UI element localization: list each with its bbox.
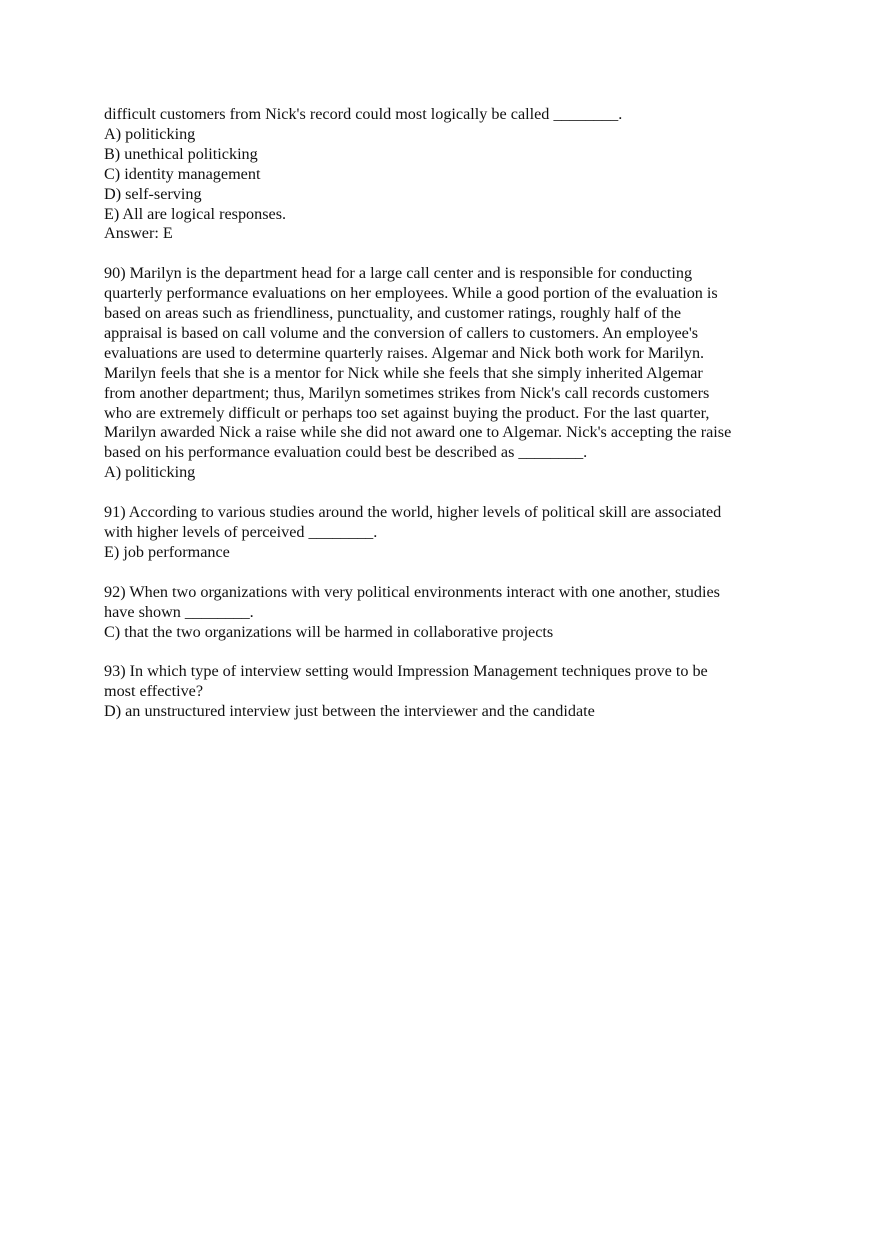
question-text: from another department; thus, Marilyn sometimes strikes from Nick's call records customers [104,383,710,402]
question-text: who are extremely difficult or perhaps too set against buying the product. For the last quarter, [104,403,710,422]
answer-option-a: A) politicking [104,124,196,143]
answer-key: Answer: E [104,224,173,243]
question-text: Marilyn feels that she is a mentor for Nick while she feels that she simply inherited Algemar [104,363,703,382]
question-91 [104,503,820,563]
question-text: based on areas such as friendliness, punctuality, and customer ratings, roughly half of the [104,304,682,323]
question-text: 92) When two organizations with very political environments interact with one another, studies [104,582,720,601]
question-89-continuation [104,105,820,244]
question-text: appraisal is based on call volume and the conversion of callers to customers. An employee's [104,323,699,342]
answer-option-b: B) unethical politicking [104,144,258,163]
answer-text: D) an unstructured interview just between the interviewer and the candidate [104,702,595,721]
answer-option-c: C) identity management [104,164,261,183]
answer-text: E) job performance [104,542,230,561]
question-93 [104,662,820,722]
question-text: 91) According to various studies around the world, higher levels of political skill are associated [104,503,722,522]
question-90 [104,264,820,483]
answer-option-d: D) self-serving [104,184,202,203]
question-text: based on his performance evaluation could best be described as ________. [104,443,588,462]
question-text: with higher levels of perceived ________. [104,523,378,541]
question-text: difficult customers from Nick's record could most logically be called ________. [104,105,623,123]
question-text: have shown ________. [104,602,254,621]
answer-text: A) politicking [104,463,196,482]
question-text: Marilyn awarded Nick a raise while she did not award one to Algemar. Nick's accepting the raise [104,423,732,442]
question-92 [104,583,820,643]
question-text: quarterly performance evaluations on her employees. While a good portion of the evaluation is [104,284,718,303]
question-text: 93) In which type of interview setting would Impression Management techniques prove to be [104,662,708,681]
answer-option-e: E) All are logical responses. [104,204,287,223]
question-text: 90) Marilyn is the department head for a large call center and is responsible for conducting [104,264,693,283]
question-text: evaluations are used to determine quarterly raises. Algemar and Nick both work for Marilyn. [104,343,705,362]
answer-text: C) that the two organizations will be harmed in collaborative projects [104,622,554,641]
question-text: most effective? [104,682,204,701]
